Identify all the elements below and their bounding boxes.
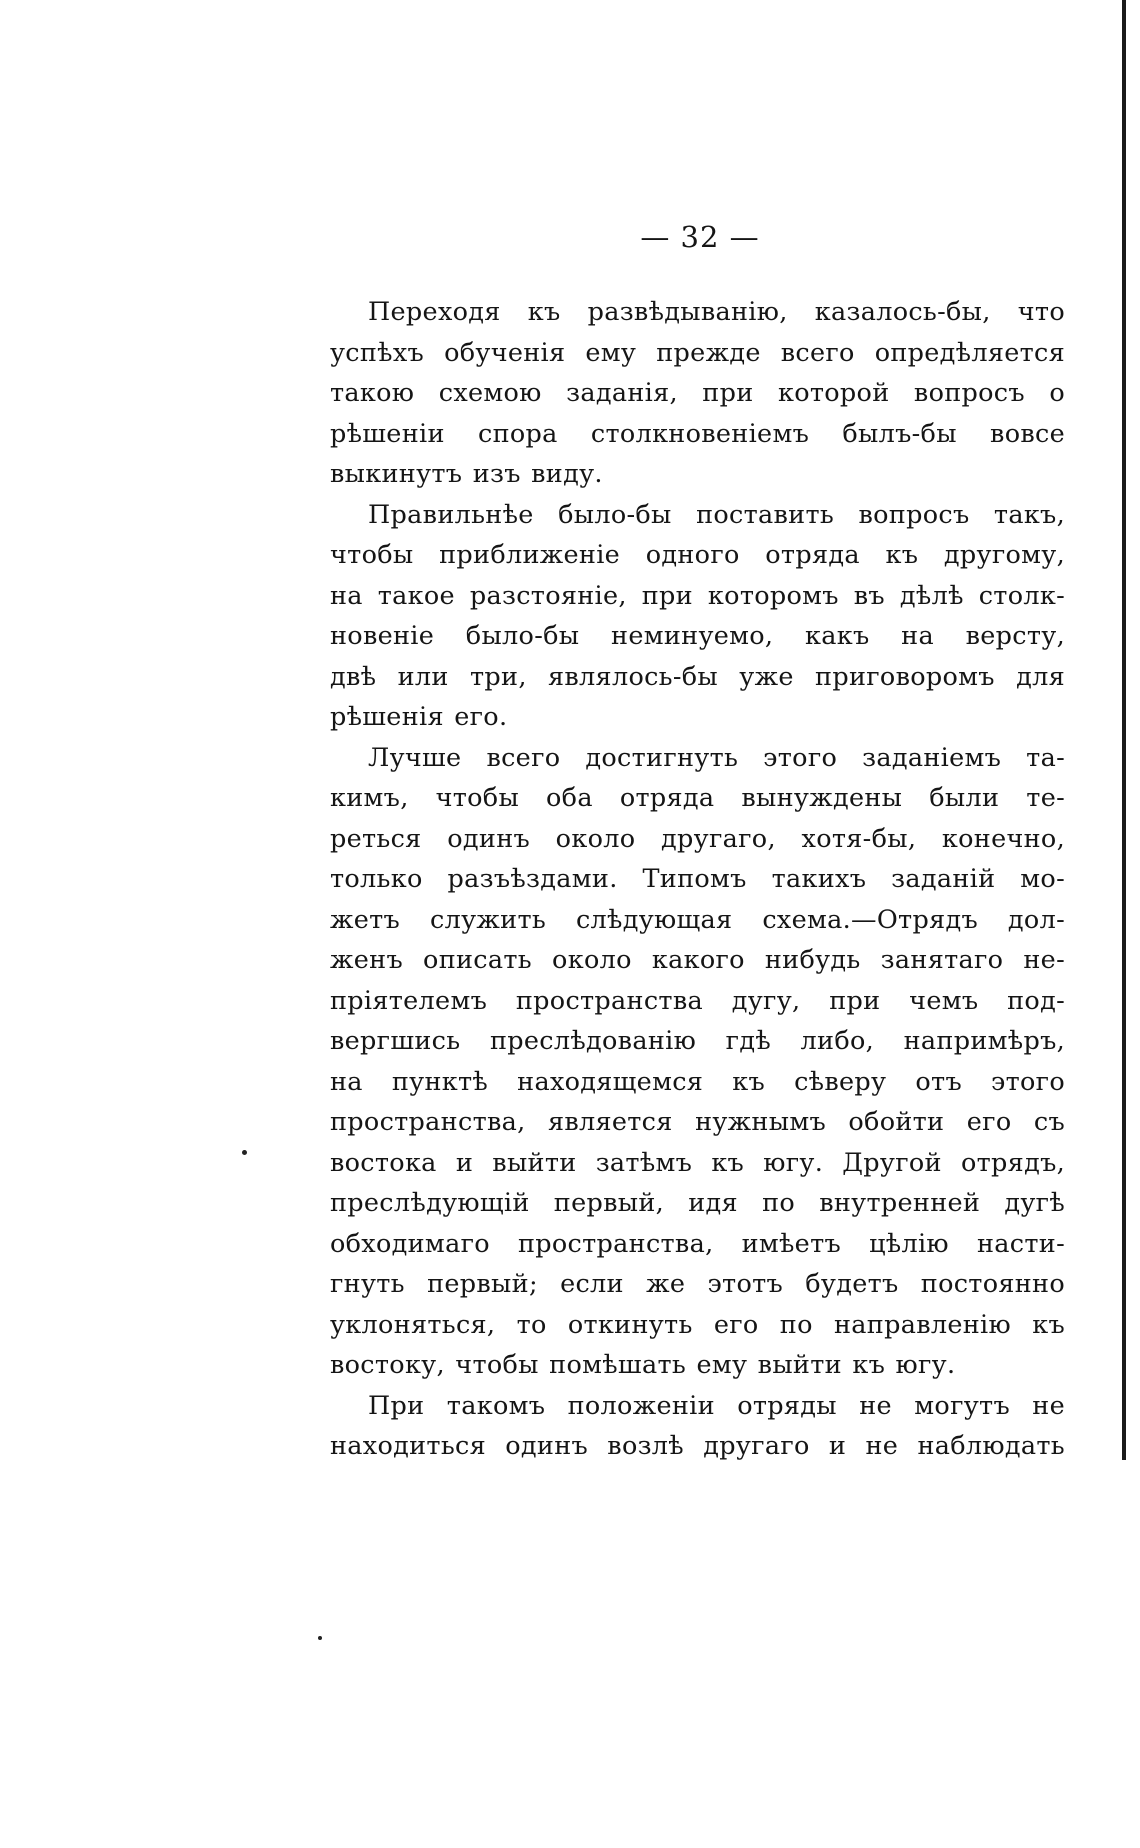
text-line: При такомъ положеніи отряды не могутъ не <box>368 1390 1065 1421</box>
text-line: обходимаго пространства, имѣетъ цѣлію насти- <box>330 1228 1065 1259</box>
text-line: только разъѣздами. Типомъ такихъ заданій мо- <box>330 864 1065 894</box>
text-line: такою схемою заданія, при которой вопросъ о <box>330 378 1065 408</box>
text-line: выкинутъ изъ виду. <box>330 459 603 489</box>
text-line: реться одинъ около другаго, хотя-бы, конечно, <box>330 823 1065 854</box>
text-line: находиться одинъ возлѣ другаго и не наблюдать <box>330 1431 1065 1461</box>
text-line: преслѣдующій первый, идя по внутренней дугѣ <box>330 1188 1065 1218</box>
text-line: жетъ служить слѣдующая схема.—Отрядъ дол- <box>330 904 1065 935</box>
text-line: востока и выйти затѣмъ къ югу. Другой отрядъ, <box>330 1147 1065 1178</box>
text-line: новеніе было-бы неминуемо, какъ на версту, <box>330 621 1065 651</box>
page-number: — 32 — <box>640 220 760 254</box>
text-line: на пунктѣ находящемся къ сѣверу отъ этого <box>330 1066 1065 1097</box>
text-line: рѣшеніи спора столкновеніемъ былъ-бы вовсе <box>330 418 1065 449</box>
text-line: вергшись преслѣдованію гдѣ либо, напримѣръ, <box>330 1026 1065 1056</box>
text-line: чтобы приближеніе одного отряда къ другому, <box>330 540 1065 570</box>
text-line: успѣхъ обученія ему прежде всего опредѣляется <box>330 337 1065 368</box>
text-line: пріятелемъ пространства дугу, при чемъ под- <box>330 985 1065 1016</box>
text-line: Лучше всего достигнуть этого заданіемъ та- <box>368 742 1065 773</box>
text-line: уклоняться, то откинуть его по направленію къ <box>330 1309 1065 1340</box>
text-line: женъ описать около какого нибудь занятаго не- <box>330 945 1065 975</box>
text-line: Переходя къ развѣдыванію, казалось-бы, что <box>368 297 1065 327</box>
scan-speck <box>318 1636 322 1640</box>
text-line: двѣ или три, являлось-бы уже приговоромъ для <box>330 661 1065 692</box>
text-line: кимъ, чтобы оба отряда вынуждены были те- <box>330 783 1065 813</box>
text-line: гнуть первый; если же этотъ будетъ постоянно <box>330 1269 1065 1299</box>
text-line: на такое разстояніе, при которомъ въ дѣлѣ столк- <box>330 580 1065 611</box>
text-line: рѣшенія его. <box>330 702 508 732</box>
body-text <box>330 292 1065 1467</box>
text-line: пространства, является нужнымъ обойти его съ <box>330 1107 1065 1137</box>
page-edge-shadow <box>1122 0 1126 1460</box>
text-line: Правильнѣе было-бы поставить вопросъ такъ, <box>368 499 1065 530</box>
scan-speck <box>242 1150 247 1155</box>
text-line: востоку, чтобы помѣшать ему выйти къ югу. <box>330 1350 956 1380</box>
